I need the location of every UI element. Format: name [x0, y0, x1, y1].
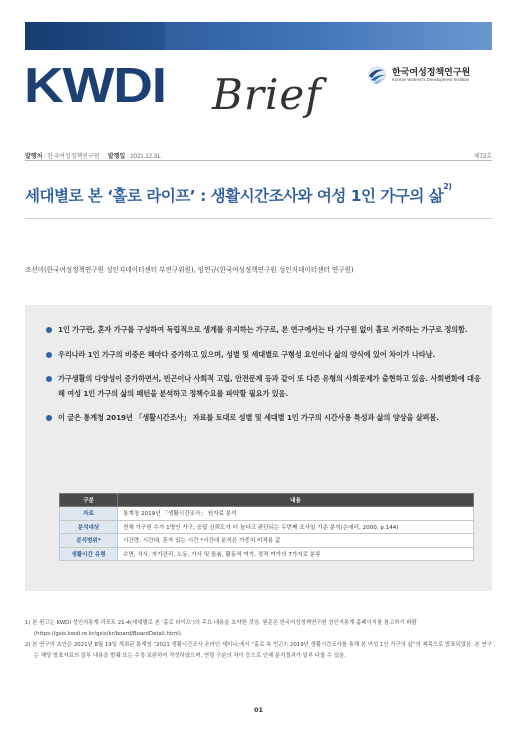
issue-number: 제72호: [473, 154, 492, 160]
date-value: : 2021.12.31.: [125, 154, 162, 160]
bullet-dot-icon: [46, 415, 52, 421]
table-header-row: [60, 494, 474, 507]
page-title: [25, 184, 451, 206]
authors-line: 조선미(한국여성정책연구원 성인지데이터센터 부연구위원), 임연규(한국여성정책연구원 성인지데이터센터 연구원): [25, 266, 354, 274]
title-text: 세대별로 본 ‘홀로 라이프’ : 생활시간조사와 여성 1인 가구의 삶: [25, 187, 444, 205]
summary-item: [46, 323, 482, 338]
bullet-dot-icon: [46, 376, 52, 382]
table-key: 분석범위*: [60, 534, 118, 548]
publisher-label: 발행처: [25, 154, 43, 160]
date-label: 발행일: [107, 154, 126, 160]
summary-text: 우리나라 1인 가구의 비중은 해마다 증가하고 있으며, 성별 및 세대별로 구형성 요인이나 삶의 양식에 있어 차이가 나타남.: [58, 349, 436, 359]
footnote: 2) 본 연구의 초안은 2021년 8월 19일 개최된 통계청 “2021 생활시간조사 온라인 세미나,에서 “홀로 속 빈곤?: 2019년 생활시간조사를 통해 본 여성 1인 가구의 삶”의 제목으로 발표되었음. 본 연구는 해당 발표자료의 일부 내용을 발췌 또는 수정·보완하여 작성하였으며, 연령 구분의 차이 등으로 인해 분석결과가 일부 다를 수 있음.: [25, 642, 492, 659]
table-key: 분석대상: [60, 520, 118, 534]
table-value: 통계청 2019년 「생활시간조사」 원자료 분석: [118, 507, 474, 521]
table-key: 자료: [60, 507, 118, 521]
org-logo: [366, 64, 500, 86]
summary-text: 이 글은 통계청 2019년 「생활시간조사」 자료를 토대로 성별 및 세대별 1인 가구의 시간사용 특성과 삶의 양상을 살펴봄.: [58, 413, 439, 422]
title-footnote-mark: 2): [443, 182, 452, 191]
org-emblem-icon: [366, 64, 388, 86]
table-value: 전체 가구원 수가 1명인 가구, 응답 신뢰도가 더 높다고 판단되는 두번째 조사일 기준 분석(손애리, 2000, p.144): [118, 520, 474, 534]
table-row: [60, 547, 474, 561]
table-value: 시간량, 시간대, 혼자 있는 시간 *시간대 분석은 가중치 미적용 값: [118, 534, 474, 548]
meta-divider: [25, 160, 492, 161]
analysis-info-table: [59, 493, 474, 561]
org-name: 한국여성정책연구원: [392, 68, 471, 78]
summary-item: [46, 372, 482, 401]
title-divider: [25, 218, 492, 219]
page-number: 01: [253, 706, 264, 714]
kwdi-logo-text: KWDI: [24, 59, 166, 113]
table-header-category: 구분: [60, 494, 118, 507]
summary-item: [46, 348, 482, 363]
header-color-band-accent: [25, 22, 165, 50]
table-row: [60, 534, 474, 548]
summary-list: [46, 323, 482, 436]
footnote: 1) 본 원고는 KWDI 성인지통계 리포트 21-4(세대별로 본 ‘홀로 라이프’)의 주요 내용을 요약한 것임. 원문은 한국여성정책연구원 성인지통계 홈페이지를 참고하기 바람(https://gsis.kwdi.re.kr/gsis/kr/board/BoardDetail.html).: [25, 620, 417, 637]
bullet-dot-icon: [46, 327, 52, 333]
summary-text: 가구생활의 다양성이 증가하면서, 빈곤이나 사회적 고립, 안전문제 등과 같이 또 다른 유형의 사회문제가 출현하고 있음. 사회변화에 대응해 여성 1인 가구의 삶의 패턴을 분석하고 정책수요를 파악할 필요가 있음.: [58, 374, 481, 398]
publication-meta: [25, 151, 492, 160]
table-key: 생활시간 유형: [60, 547, 118, 561]
org-name-en: Korean Women's Development Institute: [392, 77, 470, 82]
table-row: [60, 507, 474, 521]
footnotes: [25, 618, 492, 662]
table-row: [60, 520, 474, 534]
table-value: 수면, 식사, 자기관리, 노동, 가사 및 돌봄, 활동적 여가, 정적 여가의 7가지로 분류: [118, 547, 474, 561]
brief-logo-text: Brief: [212, 70, 322, 119]
bullet-dot-icon: [46, 352, 52, 358]
table-header-content: 내용: [118, 494, 474, 507]
summary-text: 1인 가구란, 혼자 가구를 구성하여 독립적으로 생계를 유지하는 가구로, 본 연구에서는 타 가구원 없이 홀로 거주하는 가구로 정의함.: [58, 325, 468, 334]
summary-item: [46, 411, 482, 426]
publisher-value: : 한국여성정책연구원: [42, 154, 100, 160]
